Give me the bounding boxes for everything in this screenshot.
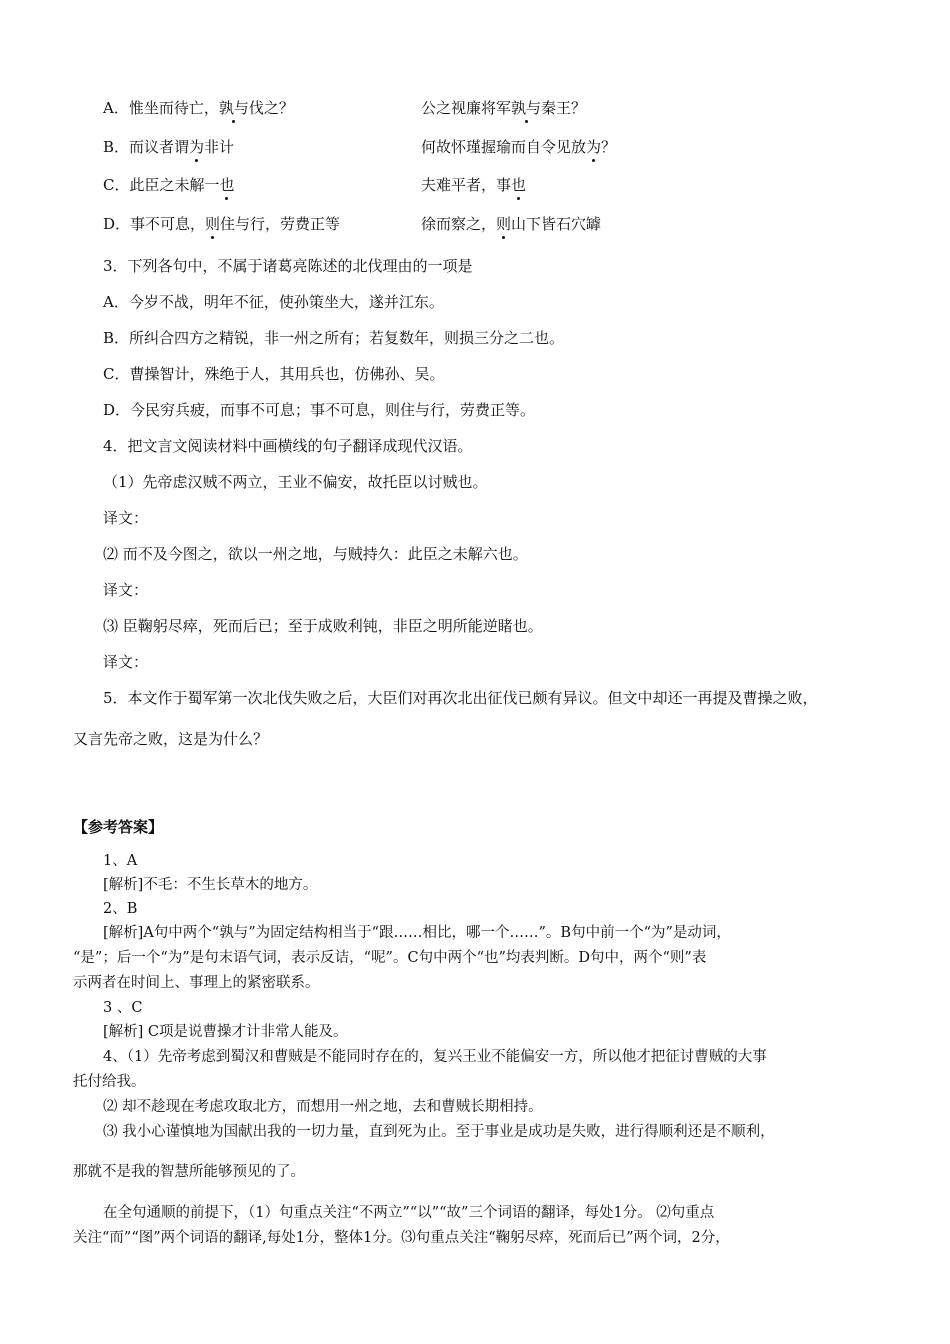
q2-option-c-right: 夫难平者，事也 <box>421 176 527 194</box>
answer-4-part-3-line-1: ⑶ 我小心谨慎地为国献出我的一切力量，直到死为止。至于事业是成功是失败，进行得顺利还是不顺利， <box>103 1124 775 1140</box>
q2-option-c-left: C．此臣之未解一也 <box>103 176 235 194</box>
answer-3: 3 、C <box>103 1000 143 1016</box>
answer-2-analysis-line-1: [解析]A句中两个“孰与”为固定结构相当于“跟……相比，哪一个……”。B句中前一个“为”是动词， <box>103 925 731 941</box>
q2-option-b-right: 何故怀瑾握瑜而自令见放为？ <box>421 138 617 156</box>
scoring-note-line-1: 在全句通顺的前提下，（1）句重点关注“不两立”“以”“故”三个词语的翻译，每处1分。 ⑵句重点 <box>103 1205 715 1221</box>
q2-option-d-right: 徐而察之，则山下皆石穴罅 <box>421 215 602 233</box>
q5-stem-line-2: 又言先帝之败，这是为什么？ <box>73 730 269 748</box>
answer-2-analysis-line-2: “是”；后一个“为”是句末语气词，表示反诘，“呢”。C句中两个“也”均表判断。D句中，两个“则”表 <box>73 950 707 966</box>
q4-translation-label-3: 译文： <box>103 653 149 671</box>
q3-option-d: D．今民穷兵疲，而事不可息；事不可息，则住与行，劳费正等。 <box>103 401 536 419</box>
answer-1: 1、A <box>103 853 138 869</box>
answer-3-analysis: [解析] C项是说曹操才计非常人能及。 <box>103 1024 348 1040</box>
q4-sentence-1: （1）先帝虑汉贼不两立，王业不偏安，故托臣以讨贼也。 <box>103 473 488 491</box>
answer-2-analysis-line-3: 示两者在时间上、事理上的紧密联系。 <box>73 975 320 991</box>
answer-4-part-2: ⑵ 却不趁现在考虑攻取北方，而想用一州之地，去和曹贼长期相持。 <box>103 1099 543 1115</box>
q3-option-b: B．所纠合四方之精锐，非一州之所有；若复数年，则损三分之二也。 <box>103 329 565 347</box>
answers-heading: 【参考答案】 <box>73 818 164 836</box>
q4-sentence-2: ⑵ 而不及今图之，欲以一州之地，与贼持久：此臣之未解六也。 <box>103 545 528 563</box>
answer-2: 2、B <box>103 901 138 917</box>
q2-option-a-right: 公之视廉将军孰与秦王？ <box>421 99 587 117</box>
q2-option-a-left: A．惟坐而待亡，孰与伐之？ <box>103 99 294 117</box>
q3-stem: 3．下列各句中，不属于诸葛亮陈述的北伐理由的一项是 <box>103 257 473 275</box>
q3-option-a: A．今岁不战，明年不征，使孙策坐大，遂并江东。 <box>103 293 444 311</box>
q4-translation-label-2: 译文： <box>103 581 149 599</box>
q2-option-b-left: B．而议者谓为非计 <box>103 138 235 156</box>
q2-option-d-left: D．事不可息，则住与行，劳费正等 <box>103 215 341 233</box>
q5-stem-line-1: 5．本文作于蜀军第一次北伐失败之后，大臣们对再次北出征伐已颇有异议。但文中却还一再提及曹操之败， <box>103 689 818 707</box>
q4-sentence-3: ⑶ 臣鞠躬尽瘁，死而后已；至于成败利钝，非臣之明所能逆睹也。 <box>103 617 543 635</box>
answer-4-part-3-line-2: 那就不是我的智慧所能够预见的了。 <box>73 1164 305 1180</box>
answer-4-line-2: 托付给我。 <box>73 1074 146 1090</box>
answer-4-line-1: 4、（1）先帝考虑到蜀汉和曹贼是不能同时存在的，复兴王业不能偏安一方，所以他才把征讨曹贼的大事 <box>103 1049 767 1065</box>
answer-1-analysis: [解析]不毛：不生长草木的地方。 <box>103 877 318 893</box>
q4-translation-label-1: 译文： <box>103 509 149 527</box>
q3-option-c: C．曹操智计，殊绝于人，其用兵也，仿佛孙、吴。 <box>103 365 445 383</box>
q4-stem: 4．把文言文阅读材料中画横线的句子翻译成现代汉语。 <box>103 437 473 455</box>
scoring-note-line-2: 关注“而”“图”两个词语的翻译,每处1分，整体1分。⑶句重点关注“鞠躬尽瘁，死而后已”两个词，2分， <box>73 1230 730 1246</box>
